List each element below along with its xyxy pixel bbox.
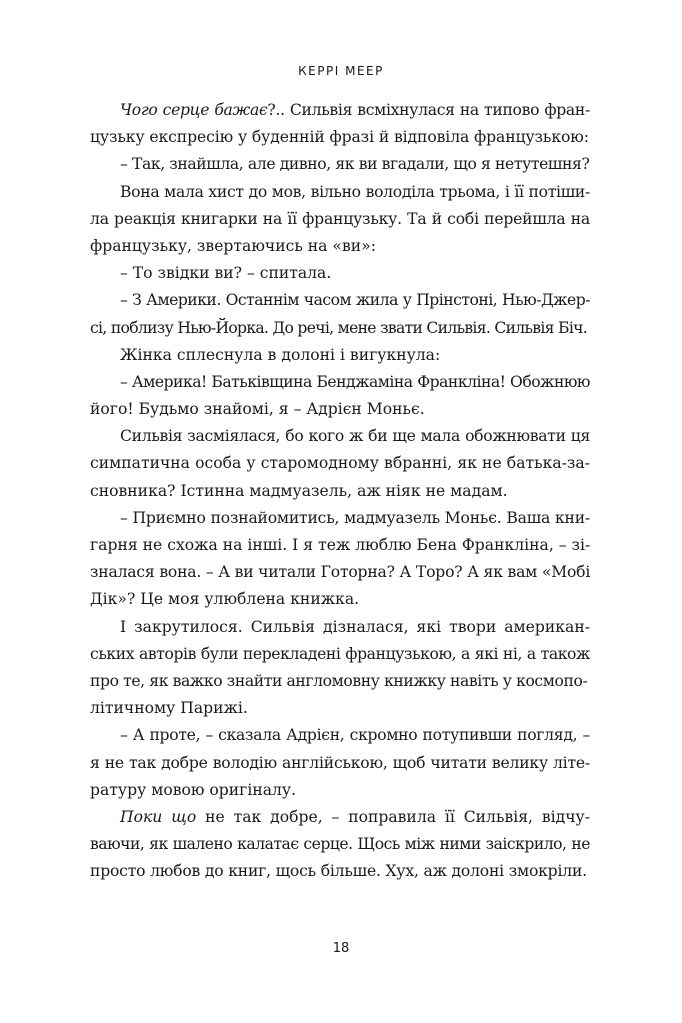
text-line: про те, як важко знайти англомовну книжку навіть у космопо- (90, 671, 588, 690)
text-run: ?.. Сильвія всміхнулася на типово фран- (267, 101, 590, 119)
text-line: Дік»? Це моя улюблена книжка. (90, 590, 360, 609)
italic-phrase: Чого серце бажає (120, 101, 268, 119)
text-line: – Америка! Батьківщина Бенджаміна Франкліна! Обожнюю (120, 372, 590, 391)
body-text (90, 97, 590, 885)
running-header: КЕРРІ МЕЕР (298, 64, 384, 78)
text-line: я не так добре володію англійською, щоб читати велику літе- (90, 753, 590, 772)
text-line: ваючи, як шалено калатає серце. Щось між ними заіскрило, не (90, 835, 590, 854)
text-line: французьку, звертаючись на «ви»: (90, 236, 376, 255)
text-line: І закрутилося. Сильвія дізналася, які твори американ- (120, 617, 590, 636)
text-line: ла реакція книгарки на її французьку. Та й собі перейшла на (90, 209, 590, 228)
text-line: – Так, знайшла, але дивно, як ви вгадали, що я нетутешня? (120, 155, 590, 174)
text-line: симпатична особа у старомодному вбранні, як не батька-за- (90, 454, 590, 473)
text-line: гарня не схожа на інші. І я теж люблю Бена Франкліна, – зі- (90, 536, 591, 554)
text-line: – А проте, – сказала Адрієн, скромно потупивши погляд, – (120, 726, 590, 745)
italic-phrase: Поки що (120, 807, 197, 826)
text-line: сі, поблизу Нью-Йорка. До речі, мене звати Сильвія. Сильвія Біч. (90, 318, 587, 337)
text-run: не так добре, – поправила її Сильвія, відчу- (196, 807, 591, 826)
text-line: його! Будьмо знайомі, я – Адрієн Моньє. (90, 400, 425, 419)
text-line: ських авторів були перекладені французькою, а які ні, а також (90, 644, 590, 663)
text-line: зналася вона. – А ви читали Готорна? А Торо? А як вам «Мобі (90, 563, 591, 582)
text-line: сновника? Істинна мадмуазель, аж ніяк не мадам. (90, 481, 508, 500)
text-line: – Приємно познайомитись, мадмуазель Моньє. Ваша кни- (120, 508, 590, 527)
text-line: – То звідки ви? – спитала. (120, 264, 332, 283)
text-line: просто любов до книг, щось більше. Хух, аж долоні змокріли. (90, 862, 587, 881)
text-line: Сильвія засміялася, бо кого ж би ще мала обожнювати ця (120, 427, 590, 446)
text-line: літичному Парижі. (90, 699, 248, 718)
text-line (90, 97, 590, 124)
text-line (90, 804, 590, 831)
text-line: Жінка сплеснула в долоні і вигукнула: (120, 345, 441, 364)
text-line: цузьку експресію у буденній фразі й відповіла французькою: (90, 128, 589, 147)
page-number: 18 (332, 941, 350, 956)
text-line: ратуру мовою оригіналу. (90, 780, 297, 799)
text-line: – З Америки. Останнім часом жила у Прінстоні, Нью-Джер- (120, 291, 590, 310)
text-line: Вона мала хист до мов, вільно володіла трьома, і її потіши- (120, 182, 590, 201)
